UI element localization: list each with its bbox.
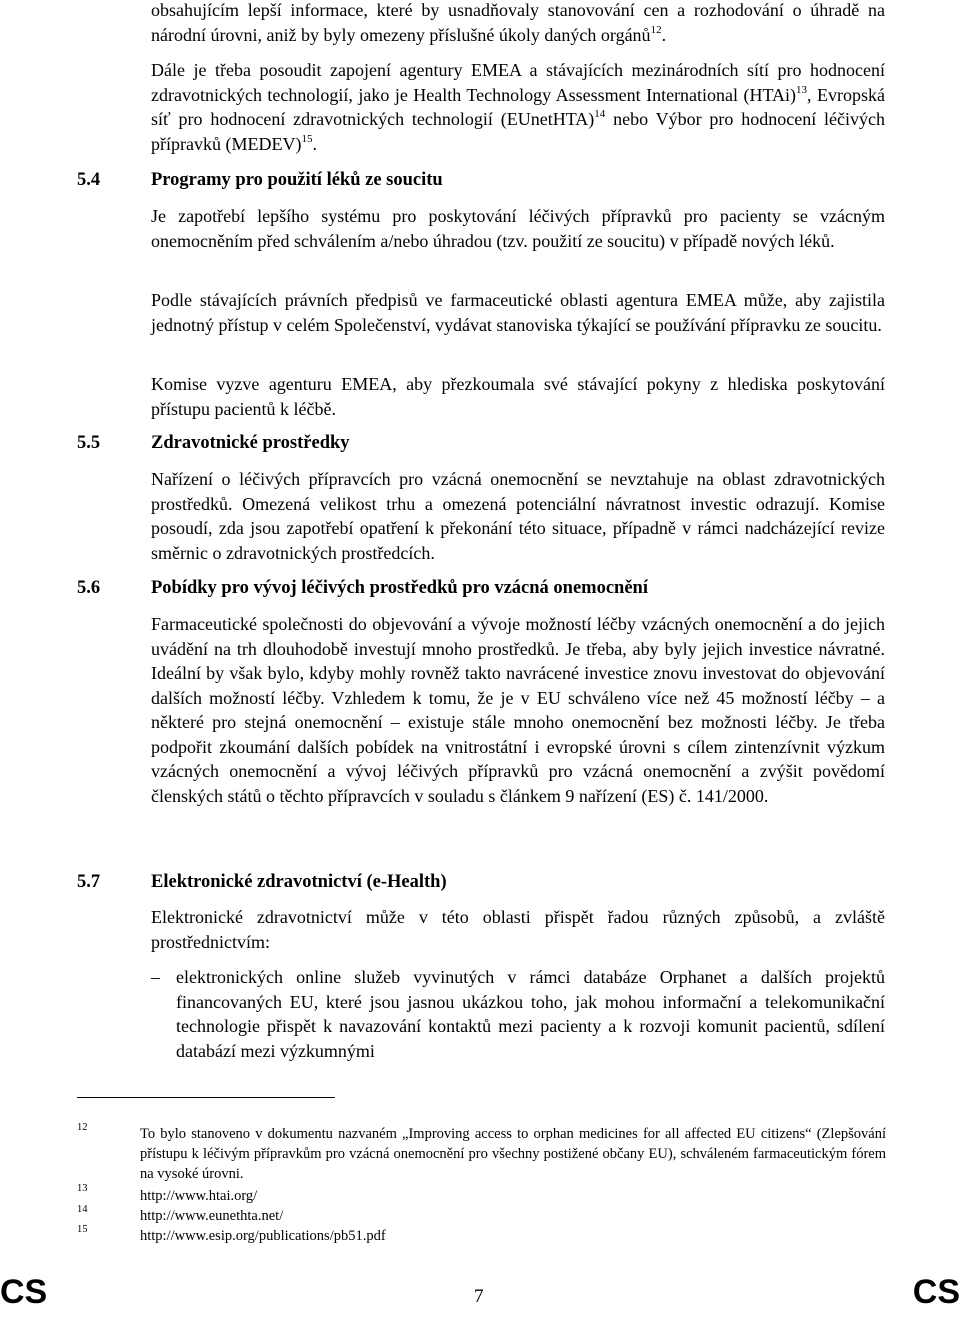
paragraph-5-5-1: Nařízení o léčivých přípravcích pro vzácná onemocnění se nevztahuje na oblast zdravotnických prostředků. Omezená velikost trhu a omezená potenciální návratnost investic odrazují. Komise posoudí, zda jsou zapotřebí opatření k překonání této situace, případně v rámci nadcházející revize směrnic o zdravotnických prostředcích. bbox=[151, 469, 885, 563]
list-item: – elektronických online služeb vyvinutých v rámci databáze Orphanet a dalších projektů financovaných EU, které jsou jasnou ukázkou toho, jak mohou informační a telekomunikační technologie přispět k navazování kontaktů mezi pacienty a k rozvoji komunit pacientů, sdílení databází mezi výzkumnými bbox=[151, 967, 885, 1061]
footnote-number: 14 bbox=[77, 1204, 88, 1215]
paragraph-5-4-2: Podle stávajících právních předpisů ve farmaceutické oblasti agentura EMEA může, aby zajistila jednotný přístup v celém Společenství, vydávat stanoviska týkající se používání přípravku ze soucitu. bbox=[151, 290, 885, 335]
language-code-right: CS bbox=[912, 1273, 960, 1311]
footnote-number: 13 bbox=[77, 1183, 88, 1194]
footnote-ref[interactable]: 14 bbox=[594, 108, 606, 120]
footnote-ref[interactable]: 12 bbox=[650, 23, 662, 36]
paragraph-5-4-3: Komise vyzve agenturu EMEA, aby přezkoumala své stávající pokyny z hlediska poskytování přístupu pacientů k léčbě. bbox=[151, 374, 885, 419]
section-heading-5-5: 5.5 Zdravotnické prostředky bbox=[77, 433, 350, 453]
footnote-ref[interactable]: 13 bbox=[796, 83, 808, 96]
section-heading-5-6: 5.6 Pobídky pro vývoj léčivých prostředků pro vzácná onemocnění bbox=[77, 578, 648, 598]
paragraph-5-6-1: Farmaceutické společnosti do objevování a vývoje možností léčby vzácných onemocnění a do jejich uvádění na trh dlouhodobě investují mnoho prostředků. Je třeba, aby byly jejich investice návratné. Ideální by však bylo, kdyby mohly rovněž takto navrácené investice znovu investovat do objevování dalších možností léčby. Vzhledem k tomu, že je v EU schváleno více než 45 možností léčby – a některé pro stejná onemocnění – existuje stále mnoho onemocnění bez možnosti léčby. Je třeba podpořit zkoumání dalších pobídek na vnitrostátní i evropské úrovni s cílem zintenzívnit výzkum vzácných onemocnění a vývoj léčivých přípravků pro vzácná onemocnění a zvýšit povědomí členských států o těchto přípravcích v souladu s článkem 9 nařízení (ES) č. 141/2000. bbox=[151, 614, 885, 806]
language-code-left: CS bbox=[0, 1273, 48, 1311]
page-number: 7 bbox=[474, 1286, 484, 1307]
footnote-number: 15 bbox=[77, 1224, 88, 1235]
footnote-text: To bylo stanoveno v dokumentu nazvaném „Improving access to orphan medicines for all affected EU citizens“ (Zlepšování přístupu k léčivým přípravkům pro vzácná onemocnění pro všechny postižené občany EU), schváleném farmaceutickým fórem na vysoké úrovni. bbox=[140, 1126, 886, 1182]
paragraph-hta: Dále je třeba posoudit zapojení agentury EMEA a stávajících mezinárodních sítí pro hodnocení zdravotnických technologií, jako je Health Technology Assessment International (HTAi)$^{13}$, Evropská síť pro hodnocení zdravotnických technologií (EUnetHTA)$^{14}$ nebo Výbor pro hodnocení léčivých přípravků (MEDEV)$^{15}$. bbox=[151, 60, 885, 154]
paragraph-5-7-1: Elektronické zdravotnictví může v této oblasti přispět řadou různých způsobů, a zvláště prostřednictvím: bbox=[151, 907, 885, 952]
section-heading-5-7: 5.7 Elektronické zdravotnictví (e-Health) bbox=[77, 872, 447, 892]
paragraph-continuation: obsahujícím lepší informace, které by usnadňovaly stanovování cen a rozhodování o úhradě na národní úrovni, aniž by byly omezeny příslušné úkoly daných orgánů$^{12}$. bbox=[151, 0, 885, 45]
footnote-link[interactable]: http://www.htai.org/ bbox=[140, 1188, 258, 1204]
dash-bullet: – bbox=[151, 967, 160, 987]
footnote-link[interactable]: http://www.esip.org/publications/pb51.pdf bbox=[140, 1228, 386, 1244]
footnote-separator bbox=[77, 1097, 335, 1098]
paragraph-5-4-1: Je zapotřebí lepšího systému pro poskytování léčivých přípravků pro pacienty se vzácným onemocněním před schválením a/nebo úhradou (tzv. použití ze soucitu) v případě nových léků. bbox=[151, 206, 885, 251]
footnote-ref[interactable]: 15 bbox=[301, 132, 313, 145]
footnote-link[interactable]: http://www.eunethta.net/ bbox=[140, 1208, 284, 1224]
footnote-number: 12 bbox=[77, 1122, 88, 1133]
section-heading-5-4: 5.4 Programy pro použití léků ze soucitu bbox=[77, 170, 443, 190]
